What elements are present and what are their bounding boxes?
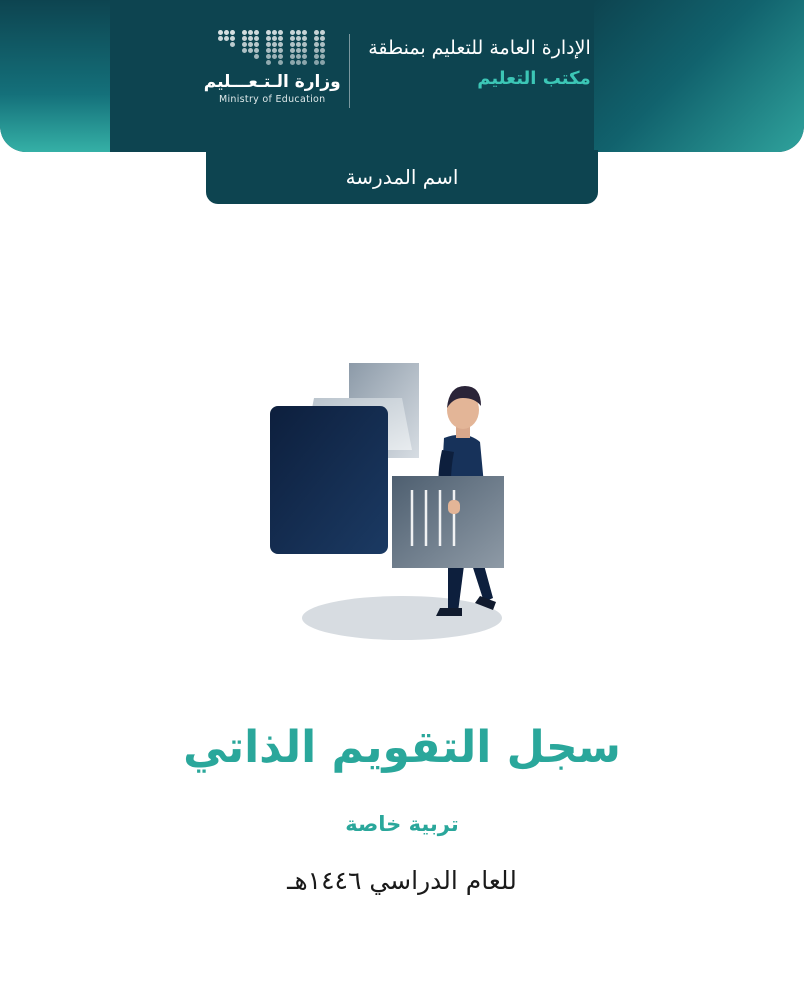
education-office-name: مكتب التعليم [477, 67, 591, 89]
school-name-tab [206, 150, 598, 204]
ministry-name-english: Ministry of Education [218, 94, 326, 105]
ministry-identity [0, 30, 804, 140]
ministry-name-arabic: وزارة الـتـعـــليم [203, 72, 341, 92]
school-name-label: اسم المدرسة [345, 165, 459, 189]
ministry-logo [203, 30, 341, 114]
person-carrying-folder-illustration [252, 350, 552, 650]
vertical-divider [349, 34, 350, 108]
ministry-dot-logo-icon [218, 30, 326, 66]
page-title: سجل التقويم الذاتي [183, 722, 621, 773]
page-subtitle: تربية خاصة [345, 812, 459, 836]
administration-name: الإدارة العامة للتعليم بمنطقة [368, 37, 591, 59]
academic-year-label: للعام الدراسي ١٤٤٦هـ [287, 866, 517, 895]
administration-block [368, 30, 591, 93]
